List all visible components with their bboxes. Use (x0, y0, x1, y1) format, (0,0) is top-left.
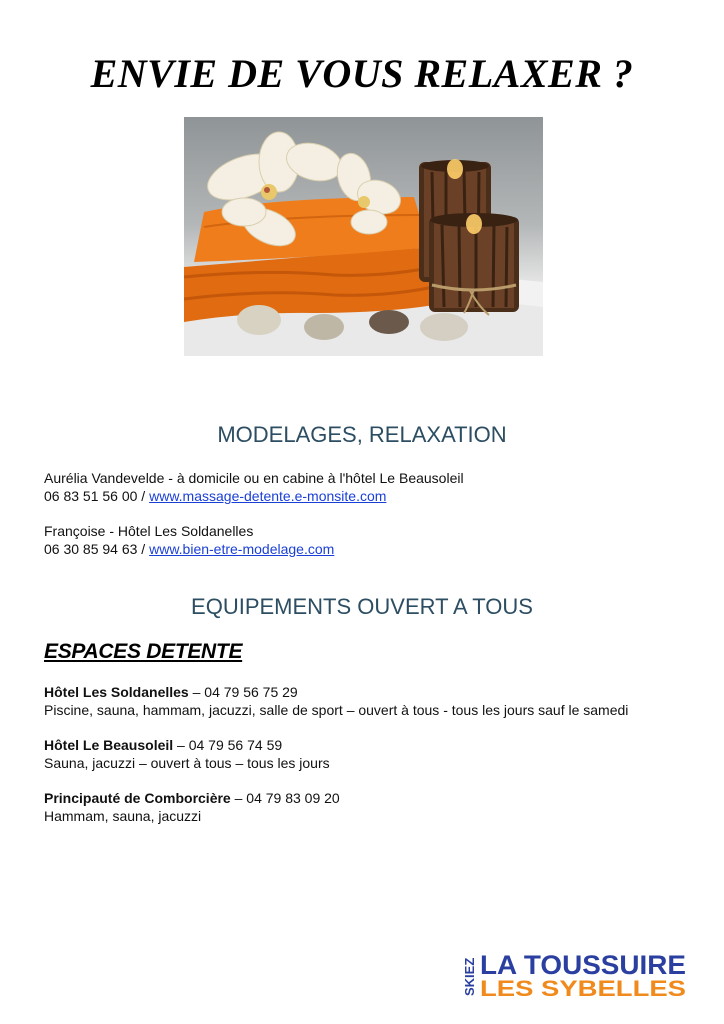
logo-line2: LES SYBELLES (480, 976, 686, 998)
facility-phone: – 04 79 56 74 59 (173, 737, 283, 753)
logo-side-text: SKIEZ (462, 957, 477, 996)
contact-entry-francoise (44, 522, 334, 558)
facility-description: Sauna, jacuzzi – ouvert à tous – tous les jours (44, 755, 330, 771)
la-toussuire-logo (462, 948, 688, 998)
facility-entry-comborciere (44, 789, 340, 825)
facility-name: Hôtel Les Soldanelles (44, 684, 189, 700)
facility-description: Hammam, sauna, jacuzzi (44, 808, 202, 824)
facility-name: Hôtel Le Beausoleil (44, 737, 174, 753)
section-heading-modelages: MODELAGES, RELAXATION (217, 422, 507, 447)
facility-line (44, 736, 330, 754)
facility-line (44, 789, 340, 807)
contact-description: Françoise - Hôtel Les Soldanelles (44, 523, 254, 539)
spa-illustration (184, 117, 543, 356)
contact-description: Aurélia Vandevelde - à domicile ou en cabine à l'hôtel Le Beausoleil (44, 470, 464, 486)
contact-entry-aurelia (44, 469, 464, 505)
contact-line (44, 540, 334, 558)
website-link[interactable]: www.massage-detente.e-monsite.com (149, 488, 387, 504)
contact-line (44, 487, 464, 505)
separator: / (137, 488, 150, 504)
logo-line1: LA TOUSSUIRE (480, 950, 686, 980)
website-link[interactable]: www.bien-etre-modelage.com (149, 541, 335, 557)
section-heading-equipements: EQUIPEMENTS OUVERT A TOUS (191, 594, 533, 619)
separator: / (137, 541, 150, 557)
facility-line (44, 683, 628, 701)
page-title: ENVIE DE VOUS RELAXER ? (90, 51, 634, 96)
contact-phone: 06 83 51 56 00 (44, 488, 138, 504)
logo-graphic (462, 948, 688, 998)
facility-entry-beausoleil (44, 736, 330, 772)
facility-entry-soldanelles (44, 683, 628, 719)
subheading-espaces-detente: ESPACES DETENTE (44, 640, 243, 663)
spa-photo (184, 117, 543, 356)
contact-phone: 06 30 85 94 63 (44, 541, 138, 557)
facility-description: Piscine, sauna, hammam, jacuzzi, salle de sport – ouvert à tous - tous les jours sauf le samedi (44, 702, 629, 718)
facility-phone: – 04 79 83 09 20 (230, 790, 340, 806)
facility-name: Principauté de Comborcière (44, 790, 231, 806)
facility-phone: – 04 79 56 75 29 (188, 684, 298, 700)
